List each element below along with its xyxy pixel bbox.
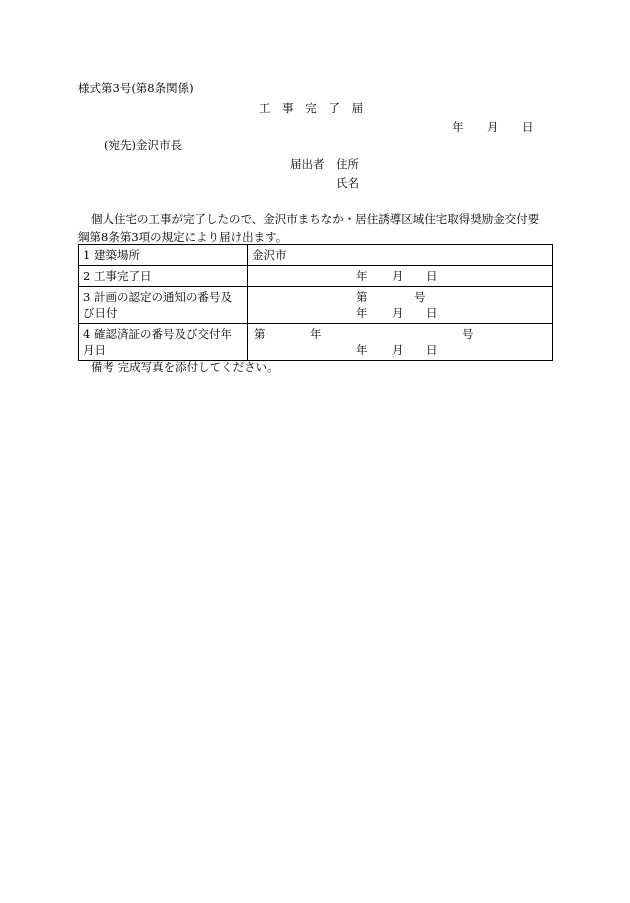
label-line-2: 月日 [83, 343, 106, 357]
label-line-1: 4 確認済証の番号及び交付年 [83, 327, 232, 341]
cert-year: 年 [356, 343, 368, 357]
table-row [79, 266, 553, 287]
cert-no-nen: 年 [310, 327, 322, 341]
plan-month: 月 [392, 306, 404, 320]
cert-no-go: 号 [462, 327, 474, 341]
building-location-value: 金沢市 [252, 248, 287, 262]
table-row [79, 324, 553, 361]
cert-day: 日 [426, 343, 438, 357]
completion-date-field[interactable] [248, 266, 553, 287]
building-location-field[interactable] [248, 245, 553, 266]
row-label-completion-date: 2 工事完了日 [79, 266, 248, 287]
table-row [79, 245, 553, 266]
row-label-plan-certification [79, 287, 248, 324]
body-line-1: 個人住宅の工事が完了したので、金沢市まちなか・居住誘導区域住宅取得奨励金交付要 [91, 212, 540, 226]
date-year: 年 [452, 120, 464, 134]
label-line-1: 3 計画の認定の通知の番号及 [83, 290, 232, 304]
date-month: 月 [487, 120, 499, 134]
details-table [78, 244, 553, 361]
form-title: 工 事 完 了 届 [259, 101, 368, 115]
addressee: (宛先)金沢市長 [104, 138, 182, 152]
notifier-label: 届出者 [290, 157, 325, 171]
cert-month: 月 [392, 343, 404, 357]
completion-month: 月 [392, 269, 404, 283]
label-line-2: び日付 [83, 306, 118, 320]
plan-no-dai: 第 [356, 290, 368, 304]
form-number: 様式第3号(第8条関係) [78, 81, 194, 95]
body-line-2: 綱第8条第3項の規定により届け出ます。 [78, 230, 288, 244]
date-day: 日 [522, 120, 534, 134]
plan-year: 年 [356, 306, 368, 320]
name-label: 氏名 [336, 176, 359, 190]
plan-certification-field[interactable] [248, 287, 553, 324]
completion-year: 年 [356, 269, 368, 283]
row-label-building-location: 1 建築場所 [79, 245, 248, 266]
cert-no-dai: 第 [254, 327, 266, 341]
confirmation-certificate-field[interactable] [248, 324, 553, 361]
completion-day: 日 [426, 269, 438, 283]
remarks: 備考 完成写真を添付してください。 [91, 360, 279, 374]
plan-day: 日 [426, 306, 438, 320]
row-label-confirmation-certificate [79, 324, 248, 361]
plan-no-go: 号 [414, 290, 426, 304]
table-row [79, 287, 553, 324]
address-label: 住所 [336, 157, 359, 171]
